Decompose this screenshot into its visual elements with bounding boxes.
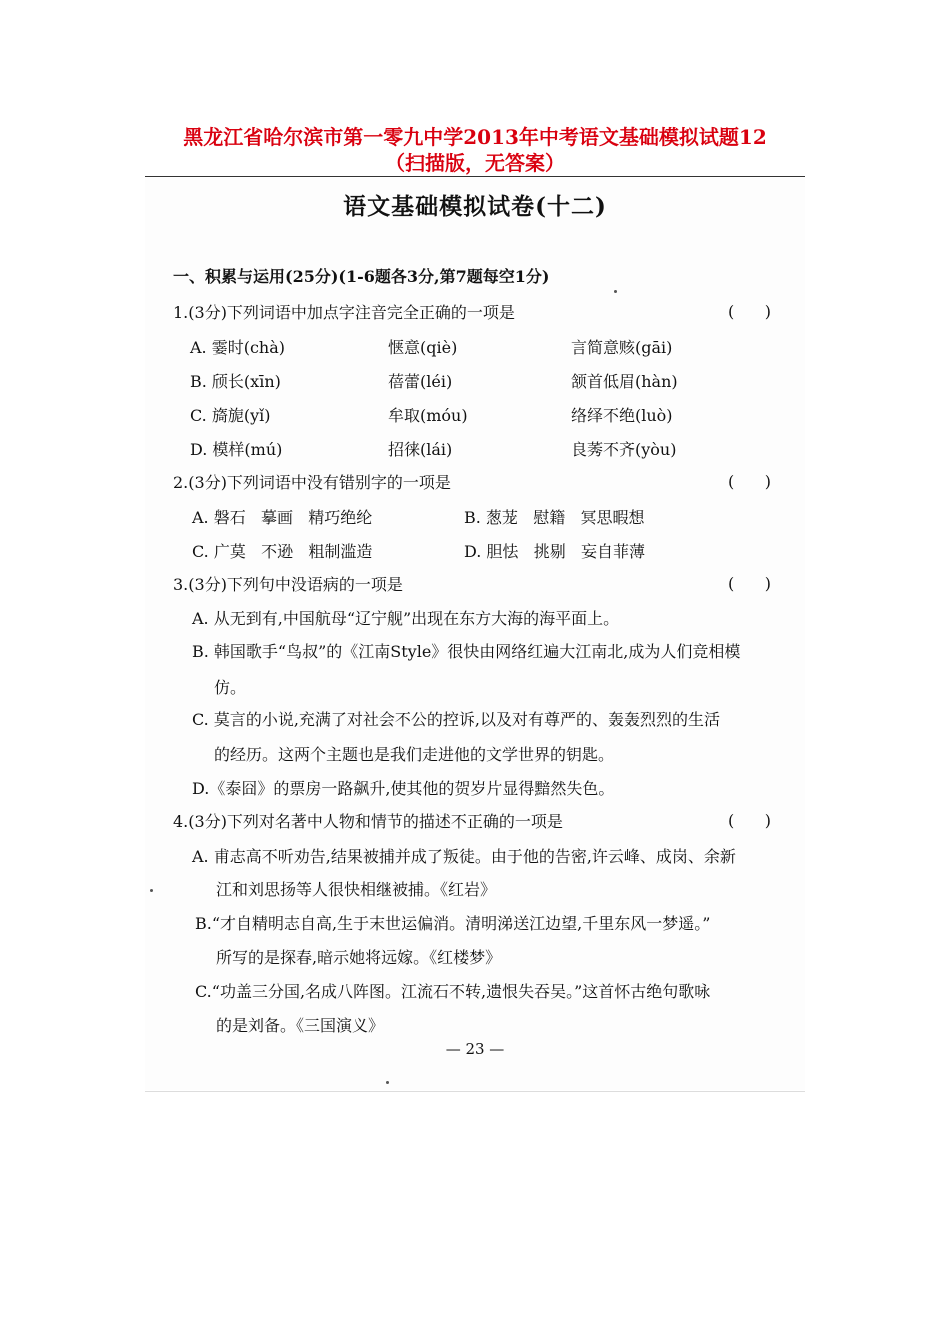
q2-option-d: D. 胆怯 挑剔 妄自菲薄: [464, 542, 645, 561]
q1-option-c-word2: 牟取(móu): [388, 406, 468, 425]
q1-option-a-word2: 惬意(qiè): [388, 338, 458, 357]
answer-blank-1: ( ): [728, 302, 771, 321]
q2-option-c: C. 广莫 不逊 粗制滥造: [192, 542, 373, 561]
q1-option-d-word3: 良莠不齐(yòu): [571, 440, 677, 459]
q3-option-b-line2: 仿。: [214, 678, 247, 697]
q1-option-d-word1: D. 模样(mú): [190, 440, 283, 459]
q1-option-d-word2: 招徕(lái): [388, 440, 453, 459]
section-heading: 一、积累与运用(25分)(1-6题各3分,第7题每空1分): [173, 267, 550, 286]
q1-option-a-word1: A. 霎时(chà): [190, 338, 286, 357]
q3-option-a: A. 从无到有,中国航母“辽宁舰”出现在东方大海的海平面上。: [192, 609, 620, 628]
q2-option-b: B. 葱茏 慰籍 冥思暇想: [464, 508, 645, 527]
q1-option-b-word2: 蓓蕾(léi): [388, 372, 453, 391]
q4-option-a-line2: 江和刘思扬等人很快相继被捕。《红岩》: [216, 880, 497, 899]
answer-blank-2: ( ): [728, 472, 771, 491]
document-title: 黑龙江省哈尔滨市第一零九中学2013年中考语文基础模拟试题12: [183, 125, 767, 149]
answer-blank-4: ( ): [728, 811, 771, 830]
paper-title: 语文基础模拟试卷(十二): [343, 193, 607, 220]
question-4-stem: 4.(3分)下列对名著中人物和情节的描述不正确的一项是: [173, 812, 563, 831]
q3-option-c-line1: C. 莫言的小说,充满了对社会不公的控诉,以及对有尊严的、轰轰烈烈的生活: [192, 710, 721, 729]
q4-option-b-line1: B.“才自精明志自高,生于末世运偏消。清明涕送江边望,千里东风一梦遥。”: [195, 914, 711, 933]
scan-speck: [614, 290, 617, 293]
q3-option-c-line2: 的经历。这两个主题也是我们走进他的文学世界的钥匙。: [214, 745, 615, 764]
q4-option-b-line2: 所写的是探春,暗示她将远嫁。《红楼梦》: [216, 948, 502, 967]
q4-option-c-line2: 的是刘备。《三国演义》: [216, 1016, 385, 1035]
q1-option-c-word3: 络绎不绝(luò): [571, 406, 673, 425]
q2-option-a: A. 磐石 摹画 精巧绝纶: [192, 508, 373, 527]
question-1-stem: 1.(3分)下列词语中加点字注音完全正确的一项是: [173, 303, 515, 322]
q3-option-b-line1: B. 韩国歌手“鸟叔”的《江南Style》很快由网络红遍大江南北,成为人们竞相模: [192, 642, 741, 661]
q4-option-c-line1: C.“功盖三分国,名成八阵图。江流石不转,遗恨失吞吴。”这首怀古绝句歌咏: [195, 982, 711, 1001]
question-2-stem: 2.(3分)下列词语中没有错别字的一项是: [173, 473, 451, 492]
question-3-stem: 3.(3分)下列句中没语病的一项是: [173, 575, 403, 594]
scan-speck: [150, 889, 153, 892]
q1-option-b-word1: B. 颀长(xīn): [190, 372, 281, 391]
page-bottom-divider: [145, 1091, 805, 1092]
q1-option-c-word1: C. 旖旎(yǐ): [190, 406, 271, 425]
document-subtitle: （扫描版，无答案）: [385, 151, 565, 175]
title-divider: [145, 176, 805, 177]
scan-speck: [386, 1081, 389, 1084]
answer-blank-3: ( ): [728, 574, 771, 593]
page-number: — 23 —: [445, 1040, 505, 1058]
q4-option-a-line1: A. 甫志高不听劝告,结果被捕并成了叛徒。由于他的告密,许云峰、成岗、余新: [192, 847, 736, 866]
q1-option-b-word3: 颔首低眉(hàn): [571, 372, 678, 391]
q3-option-d: D.《泰囧》的票房一路飙升,使其他的贺岁片显得黯然失色。: [192, 779, 615, 798]
q1-option-a-word3: 言简意赅(gāi): [571, 338, 673, 357]
